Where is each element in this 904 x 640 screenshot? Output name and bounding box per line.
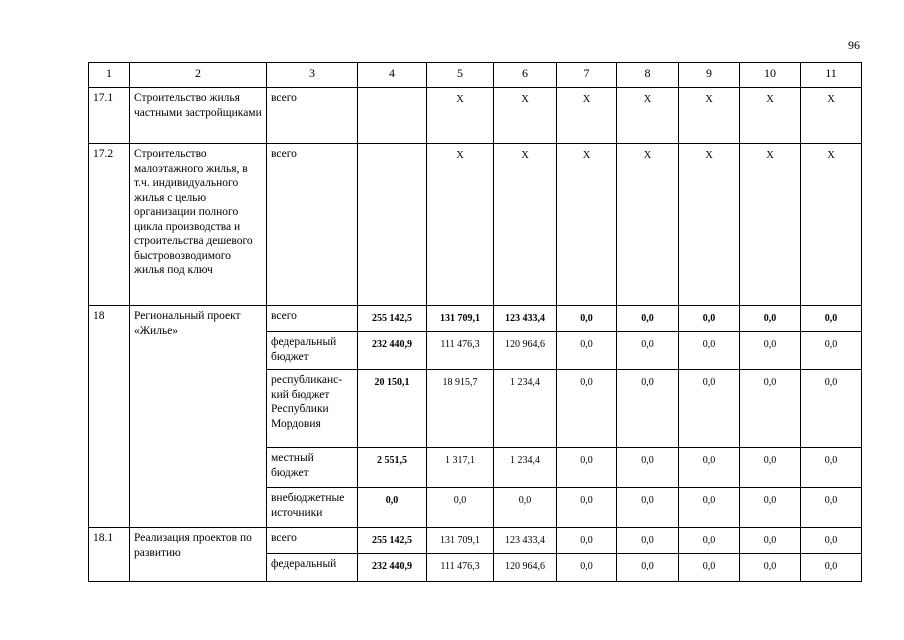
value-cell: 0,0 [617,528,679,554]
column-number-header: 10 [740,63,801,88]
row-name-cell: Региональный проект «Жилье» [130,306,267,528]
column-number-header: 9 [679,63,740,88]
value-cell: X [801,88,862,144]
value-cell: 131 709,1 [427,528,494,554]
row-id-cell: 18 [89,306,130,528]
value-cell: 0,0 [617,488,679,528]
column-number-header: 2 [130,63,267,88]
value-cell: 0,0 [557,332,617,370]
value-cell: 123 433,4 [494,528,557,554]
value-cell: 0,0 [427,488,494,528]
value-cell: 0,0 [679,488,740,528]
value-cell: 0,0 [679,332,740,370]
value-cell: X [494,88,557,144]
column-number-header: 6 [494,63,557,88]
value-cell: 0,0 [679,370,740,448]
table-row [89,144,862,306]
value-cell: 0,0 [557,448,617,488]
value-cell: 0,0 [740,332,801,370]
row-name-cell: Строительство жилья частными застройщиками [130,88,267,144]
value-cell [358,144,427,306]
value-cell: X [679,144,740,306]
value-cell: 0,0 [740,306,801,332]
value-cell: 232 440,9 [358,554,427,582]
value-cell: 0,0 [557,306,617,332]
value-cell: 0,0 [358,488,427,528]
value-cell: X [679,88,740,144]
value-cell: X [427,88,494,144]
funding-source-cell: федеральный бюджет [267,332,358,370]
value-cell: 1 234,4 [494,370,557,448]
row-name-cell: Строительство малоэтажного жилья, в т.ч. индивидуального жилья с целью организации полного цикла производства и строительства дешевого быстровозводимого жилья под ключ [130,144,267,306]
value-cell: 0,0 [557,554,617,582]
value-cell: X [494,144,557,306]
funding-source-cell: всего [267,528,358,554]
value-cell: X [740,144,801,306]
value-cell: 0,0 [557,488,617,528]
value-cell: 120 964,6 [494,332,557,370]
value-cell: 0,0 [617,332,679,370]
funding-source-cell: республиканс-кий бюджет Республики Мордовия [267,370,358,448]
value-cell: 0,0 [617,554,679,582]
value-cell: 123 433,4 [494,306,557,332]
column-number-header: 4 [358,63,427,88]
row-id-cell: 17.1 [89,88,130,144]
value-cell: 0,0 [740,554,801,582]
value-cell: 0,0 [740,370,801,448]
value-cell: X [557,88,617,144]
table-row [89,88,862,144]
value-cell: 1 317,1 [427,448,494,488]
header-row [89,63,862,88]
value-cell: 0,0 [740,528,801,554]
value-cell: 0,0 [679,448,740,488]
table-body [89,63,862,582]
funding-source-cell: внебюджетные источники [267,488,358,528]
value-cell: 1 234,4 [494,448,557,488]
funding-source-cell: всего [267,306,358,332]
funding-source-cell: всего [267,144,358,306]
value-cell: X [427,144,494,306]
funding-source-cell: местный бюджет [267,448,358,488]
value-cell: 111 476,3 [427,554,494,582]
value-cell: 0,0 [801,370,862,448]
value-cell: 0,0 [801,554,862,582]
row-id-cell: 18.1 [89,528,130,582]
value-cell: 0,0 [617,370,679,448]
value-cell: 0,0 [617,448,679,488]
column-number-header: 7 [557,63,617,88]
value-cell: 0,0 [801,332,862,370]
value-cell: 0,0 [801,306,862,332]
table-row [89,528,862,554]
budget-table [88,62,862,582]
value-cell: 0,0 [740,448,801,488]
value-cell: 0,0 [801,488,862,528]
value-cell: 255 142,5 [358,306,427,332]
value-cell: 111 476,3 [427,332,494,370]
value-cell: X [740,88,801,144]
row-id-cell: 17.2 [89,144,130,306]
value-cell: 232 440,9 [358,332,427,370]
value-cell: X [557,144,617,306]
value-cell: 0,0 [617,306,679,332]
table-row [89,306,862,332]
value-cell: 0,0 [679,528,740,554]
value-cell: 0,0 [679,554,740,582]
value-cell: 18 915,7 [427,370,494,448]
column-number-header: 11 [801,63,862,88]
column-number-header: 8 [617,63,679,88]
funding-source-cell: федеральный [267,554,358,582]
column-number-header: 3 [267,63,358,88]
value-cell: 0,0 [801,528,862,554]
value-cell: 0,0 [740,488,801,528]
row-name-cell: Реализация проектов по развитию [130,528,267,582]
value-cell: 131 709,1 [427,306,494,332]
value-cell: 2 551,5 [358,448,427,488]
value-cell: 20 150,1 [358,370,427,448]
page-number: 96 [848,38,860,52]
column-number-header: 1 [89,63,130,88]
value-cell: 0,0 [557,528,617,554]
value-cell: X [801,144,862,306]
value-cell: X [617,88,679,144]
value-cell: 120 964,6 [494,554,557,582]
value-cell: X [617,144,679,306]
value-cell [358,88,427,144]
value-cell: 0,0 [679,306,740,332]
value-cell: 0,0 [494,488,557,528]
funding-source-cell: всего [267,88,358,144]
value-cell: 0,0 [801,448,862,488]
column-number-header: 5 [427,63,494,88]
value-cell: 255 142,5 [358,528,427,554]
value-cell: 0,0 [557,370,617,448]
